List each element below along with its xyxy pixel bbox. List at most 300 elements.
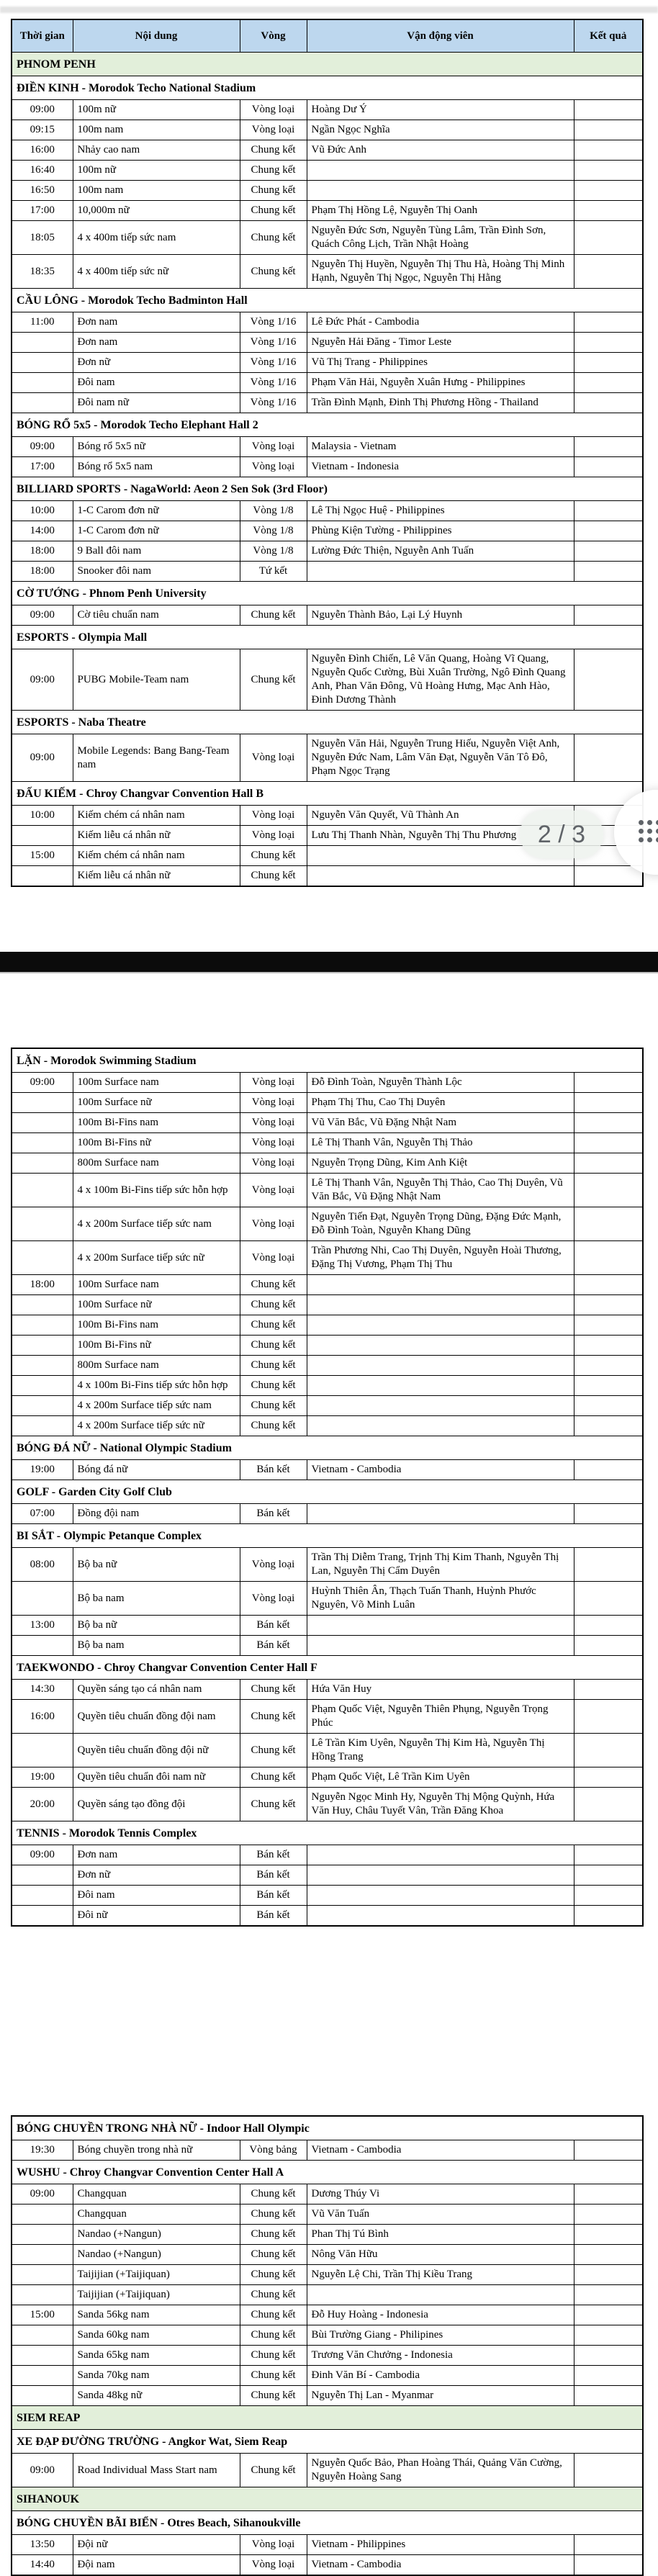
- table-row: [12, 1504, 643, 1524]
- cell-round: Vòng loại: [240, 1153, 307, 1174]
- cell-result: [574, 120, 643, 140]
- cell-event: 10,000m nữ: [73, 201, 240, 221]
- cell-result: [574, 1416, 643, 1436]
- cell-time: [12, 1093, 73, 1113]
- cell-event: Bóng rổ 5x5 nam: [73, 457, 240, 477]
- cell-event: Sanda 60kg nam: [73, 2325, 240, 2346]
- schedule-table-page-3: [11, 2115, 644, 2576]
- cell-result: [574, 1073, 643, 1093]
- cell-result: [574, 562, 643, 582]
- cell-time: [12, 1295, 73, 1315]
- cell-round: Vòng loại: [240, 1241, 307, 1275]
- cell-time: 09:00: [12, 1845, 73, 1865]
- cell-time: 18:00: [12, 1275, 73, 1295]
- cell-time: 19:30: [12, 2140, 73, 2161]
- cell-round: Chung kết: [240, 2386, 307, 2406]
- cell-athletes: Nguyễn Đình Chiến, Lê Văn Quang, Hoàng Vĩ Quang, Nguyễn Quốc Cường, Bùi Xuân Trường, Ngô Đình Quang Anh, Phan Văn Đông, Vũ Hoàng Hưng, Mạc Anh Hào, Đinh Dương Thành: [307, 649, 574, 711]
- cell-result: [574, 161, 643, 181]
- cell-round: Chung kết: [240, 1356, 307, 1376]
- cell-round: Chung kết: [240, 2325, 307, 2346]
- venue-header-row: [12, 477, 643, 501]
- table-row: [12, 255, 643, 289]
- cell-athletes: [307, 1416, 574, 1436]
- table-row: [12, 521, 643, 541]
- table-row: [12, 2454, 643, 2487]
- cell-round: Vòng loại: [240, 2555, 307, 2576]
- venue-header-label: ĐẤU KIẾM - Chroy Changvar Convention Hall B: [12, 782, 643, 806]
- cell-athletes: Trần Đình Mạnh, Đinh Thị Phương Hồng - Thailand: [307, 393, 574, 413]
- cell-result: [574, 2305, 643, 2325]
- cell-round: Chung kết: [240, 846, 307, 866]
- table-row: [12, 140, 643, 161]
- venue-header-row: [12, 1821, 643, 1845]
- cell-time: [12, 373, 73, 393]
- table-row: [12, 1845, 643, 1865]
- cell-athletes: [307, 1396, 574, 1416]
- cell-athletes: Vietnam - Cambodia: [307, 1460, 574, 1480]
- page-indicator-label: 2 / 3: [537, 820, 586, 848]
- cell-event: 100m Bi-Fins nam: [73, 1113, 240, 1133]
- cell-event: Quyền tiêu chuẩn đôi nam nữ: [73, 1767, 240, 1788]
- cell-round: Vòng loại: [240, 1073, 307, 1093]
- cell-time: 15:00: [12, 846, 73, 866]
- cell-event: 100m Surface nữ: [73, 1093, 240, 1113]
- cell-athletes: Lê Thị Thanh Vân, Nguyễn Thị Thảo, Cao Thị Duyên, Vũ Văn Bắc, Vũ Đặng Nhật Nam: [307, 1174, 574, 1207]
- cell-result: [574, 1093, 643, 1113]
- cell-time: 09:00: [12, 734, 73, 782]
- cell-time: 17:00: [12, 457, 73, 477]
- cell-athletes: [307, 1376, 574, 1396]
- cell-result: [574, 1845, 643, 1865]
- table-row: [12, 1680, 643, 1700]
- cell-result: [574, 866, 643, 887]
- cell-result: [574, 1241, 643, 1275]
- cell-round: Chung kết: [240, 1336, 307, 1356]
- cell-round: Chung kết: [240, 1416, 307, 1436]
- venue-header-label: BÓNG RỔ 5x5 - Morodok Techo Elephant Hall 2: [12, 413, 643, 437]
- table-row: [12, 1207, 643, 1241]
- city-header-row: [12, 2406, 643, 2430]
- cell-round: Chung kết: [240, 181, 307, 201]
- cell-time: 09:00: [12, 437, 73, 457]
- venue-header-row: [12, 1480, 643, 1504]
- cell-event: 4 x 400m tiếp sức nữ: [73, 255, 240, 289]
- cell-time: 19:00: [12, 1460, 73, 1480]
- cell-event: Đơn nam: [73, 333, 240, 353]
- cell-time: 18:35: [12, 255, 73, 289]
- cell-result: [574, 1275, 643, 1295]
- cell-result: [574, 501, 643, 521]
- cell-athletes: [307, 562, 574, 582]
- cell-athletes: [307, 1295, 574, 1315]
- cell-event: 800m Surface nam: [73, 1153, 240, 1174]
- cell-time: [12, 1241, 73, 1275]
- table-row: [12, 1460, 643, 1480]
- cell-time: 16:00: [12, 140, 73, 161]
- cell-result: [574, 541, 643, 562]
- table-row: [12, 1734, 643, 1767]
- cell-athletes: Trần Phương Nhi, Cao Thị Duyên, Nguyễn Hoài Thương, Đặng Thị Vương, Phạm Thị Thu: [307, 1241, 574, 1275]
- cell-result: [574, 1548, 643, 1582]
- city-header-label: SIEM REAP: [12, 2406, 643, 2430]
- cell-result: [574, 1133, 643, 1153]
- table-row: [12, 1133, 643, 1153]
- cell-time: 14:40: [12, 2555, 73, 2576]
- cell-athletes: [307, 1336, 574, 1356]
- cell-athletes: [307, 181, 574, 201]
- cell-time: [12, 333, 73, 353]
- cell-round: Chung kết: [240, 605, 307, 626]
- cell-round: Chung kết: [240, 1767, 307, 1788]
- cell-result: [574, 353, 643, 373]
- venue-header-row: [12, 76, 643, 100]
- table-row: [12, 373, 643, 393]
- cell-round: Chung kết: [240, 2265, 307, 2285]
- cell-result: [574, 1396, 643, 1416]
- cell-event: 4 x 200m Surface tiếp sức nữ: [73, 1241, 240, 1275]
- cell-result: [574, 2205, 643, 2225]
- table-row: [12, 353, 643, 373]
- cell-result: [574, 2245, 643, 2265]
- cell-event: 4 x 100m Bi-Fins tiếp sức hỗn hợp: [73, 1376, 240, 1396]
- venue-header-row: [12, 711, 643, 734]
- venue-header-label: CỜ TƯỚNG - Phnom Penh University: [12, 582, 643, 605]
- page-indicator-pill: [520, 811, 603, 858]
- cell-round: Bán kết: [240, 1616, 307, 1636]
- cell-time: [12, 1582, 73, 1616]
- cell-result: [574, 1616, 643, 1636]
- cell-round: Vòng loại: [240, 2535, 307, 2555]
- cell-event: Kiếm chém cá nhân nam: [73, 806, 240, 826]
- venue-header-label: CẦU LÔNG - Morodok Techo Badminton Hall: [12, 289, 643, 312]
- cell-event: 100m nữ: [73, 100, 240, 120]
- table-row: [12, 457, 643, 477]
- cell-result: [574, 333, 643, 353]
- cell-athletes: Nguyễn Thị Lan - Myanmar: [307, 2386, 574, 2406]
- column-header-result: Kết quả: [574, 19, 643, 53]
- venue-header-row: [12, 1048, 643, 1073]
- cell-round: Chung kết: [240, 1734, 307, 1767]
- venue-header-row: [12, 2161, 643, 2184]
- column-header-time: Thời gian: [12, 19, 73, 53]
- cell-round: Chung kết: [240, 2184, 307, 2205]
- cell-athletes: Huỳnh Thiên Ân, Thạch Tuấn Thanh, Huỳnh Phước Nguyên, Võ Minh Luân: [307, 1582, 574, 1616]
- table-row: [12, 1093, 643, 1113]
- cell-event: Đôi nam: [73, 1886, 240, 1906]
- cell-event: 100m Surface nam: [73, 1073, 240, 1093]
- cell-round: Vòng 1/16: [240, 393, 307, 413]
- cell-event: 4 x 200m Surface tiếp sức nữ: [73, 1416, 240, 1436]
- table-row: [12, 541, 643, 562]
- cell-round: Bán kết: [240, 1504, 307, 1524]
- cell-round: Chung kết: [240, 1275, 307, 1295]
- cell-event: Bóng đá nữ: [73, 1460, 240, 1480]
- table-row: [12, 1700, 643, 1734]
- city-header-row: [12, 53, 643, 76]
- cell-result: [574, 1315, 643, 1336]
- cell-time: [12, 2205, 73, 2225]
- cell-event: Đôi nam: [73, 373, 240, 393]
- table-row: [12, 120, 643, 140]
- cell-round: Bán kết: [240, 1845, 307, 1865]
- table-row: [12, 1767, 643, 1788]
- cell-result: [574, 1700, 643, 1734]
- cell-time: 09:00: [12, 100, 73, 120]
- table-row: [12, 100, 643, 120]
- cell-athletes: [307, 1636, 574, 1656]
- venue-header-row: [12, 2511, 643, 2535]
- schedule-table-page-1: [11, 19, 644, 887]
- venue-header-label: BÓNG CHUYỀN BÃI BIỂN - Otres Beach, Sihanoukville: [12, 2511, 643, 2535]
- top-edge-shadow: [0, 6, 658, 13]
- venue-header-label: BI SẮT - Olympic Petanque Complex: [12, 1524, 643, 1548]
- cell-time: [12, 1396, 73, 1416]
- cell-athletes: Lê Thị Ngọc Huệ - Philippines: [307, 501, 574, 521]
- table-row: [12, 1113, 643, 1133]
- cell-athletes: Trương Văn Chưởng - Indonesia: [307, 2346, 574, 2366]
- city-header-label: PHNOM PENH: [12, 53, 643, 76]
- table-row: [12, 562, 643, 582]
- cell-time: [12, 1153, 73, 1174]
- grid-dots-icon: [639, 820, 658, 844]
- cell-athletes: [307, 1906, 574, 1927]
- table-row: [12, 2184, 643, 2205]
- cell-time: 09:00: [12, 1073, 73, 1093]
- table-row: [12, 866, 643, 887]
- cell-round: Vòng loại: [240, 437, 307, 457]
- cell-time: [12, 1734, 73, 1767]
- table-row: [12, 2386, 643, 2406]
- table-row: [12, 501, 643, 521]
- cell-result: [574, 649, 643, 711]
- cell-result: [574, 2555, 643, 2576]
- cell-athletes: Phạm Thị Thu, Cao Thị Duyên: [307, 1093, 574, 1113]
- cell-result: [574, 2386, 643, 2406]
- cell-round: Chung kết: [240, 2205, 307, 2225]
- cell-round: Vòng loại: [240, 1133, 307, 1153]
- venue-header-row: [12, 1656, 643, 1680]
- cell-time: 14:30: [12, 1680, 73, 1700]
- cell-round: Tứ kết: [240, 562, 307, 582]
- venue-header-label: GOLF - Garden City Golf Club: [12, 1480, 643, 1504]
- cell-athletes: Hứa Văn Huy: [307, 1680, 574, 1700]
- cell-time: [12, 2325, 73, 2346]
- cell-athletes: Vietnam - Cambodia: [307, 2140, 574, 2161]
- table-row: [12, 312, 643, 333]
- cell-time: [12, 1174, 73, 1207]
- cell-round: Vòng loại: [240, 100, 307, 120]
- column-header-row: [12, 19, 643, 53]
- cell-result: [574, 2265, 643, 2285]
- cell-result: [574, 2225, 643, 2245]
- cell-event: 1-C Carom đơn nữ: [73, 501, 240, 521]
- cell-athletes: [307, 1504, 574, 1524]
- cell-athletes: [307, 1616, 574, 1636]
- cell-event: Sanda 65kg nam: [73, 2346, 240, 2366]
- table-row: [12, 333, 643, 353]
- cell-time: 16:50: [12, 181, 73, 201]
- cell-time: [12, 1113, 73, 1133]
- cell-result: [574, 1906, 643, 1927]
- cell-athletes: Vietnam - Indonesia: [307, 457, 574, 477]
- cell-athletes: Vũ Văn Tuấn: [307, 2205, 574, 2225]
- cell-athletes: Phạm Quốc Việt, Lê Trần Kim Uyên: [307, 1767, 574, 1788]
- table-row: [12, 2366, 643, 2386]
- cell-athletes: Đinh Văn Bí - Cambodia: [307, 2366, 574, 2386]
- cell-athletes: Vũ Văn Bắc, Vũ Đặng Nhật Nam: [307, 1113, 574, 1133]
- venue-header-label: BÓNG ĐÁ NỮ - National Olympic Stadium: [12, 1436, 643, 1460]
- cell-round: Vòng loại: [240, 1582, 307, 1616]
- cell-time: 18:00: [12, 562, 73, 582]
- table-row: [12, 2325, 643, 2346]
- cell-event: Nhảy cao nam: [73, 140, 240, 161]
- table-row: [12, 1616, 643, 1636]
- cell-time: 10:00: [12, 806, 73, 826]
- cell-round: Chung kết: [240, 649, 307, 711]
- cell-result: [574, 734, 643, 782]
- cell-event: Đồng đội nam: [73, 1504, 240, 1524]
- cell-athletes: [307, 1886, 574, 1906]
- cell-event: Nandao (+Nangun): [73, 2245, 240, 2265]
- cell-round: Chung kết: [240, 2366, 307, 2386]
- table-row: [12, 605, 643, 626]
- cell-result: [574, 1174, 643, 1207]
- venue-header-row: [12, 1524, 643, 1548]
- cell-result: [574, 2454, 643, 2487]
- cell-result: [574, 1788, 643, 1821]
- table-row: [12, 2555, 643, 2576]
- cell-round: Chung kết: [240, 2305, 307, 2325]
- table-row: [12, 1174, 643, 1207]
- cell-event: Taijijian (+Taijiquan): [73, 2285, 240, 2305]
- cell-round: Bán kết: [240, 1636, 307, 1656]
- cell-result: [574, 2184, 643, 2205]
- cell-time: 09:00: [12, 2184, 73, 2205]
- cell-event: 4 x 100m Bi-Fins tiếp sức hỗn hợp: [73, 1174, 240, 1207]
- cell-event: Sanda 56kg nam: [73, 2305, 240, 2325]
- cell-event: Quyền sáng tạo đồng đội: [73, 1788, 240, 1821]
- venue-header-row: [12, 289, 643, 312]
- cell-time: [12, 2366, 73, 2386]
- cell-event: Bộ ba nam: [73, 1636, 240, 1656]
- cell-result: [574, 1636, 643, 1656]
- venue-header-label: ESPORTS - Naba Theatre: [12, 711, 643, 734]
- table-row: [12, 1636, 643, 1656]
- cell-event: 100m Surface nam: [73, 1275, 240, 1295]
- cell-round: Chung kết: [240, 140, 307, 161]
- table-row: [12, 649, 643, 711]
- cell-athletes: Nguyễn Trọng Dũng, Kim Anh Kiệt: [307, 1153, 574, 1174]
- cell-time: [12, 1207, 73, 1241]
- cell-event: Kiếm liễu cá nhân nữ: [73, 866, 240, 887]
- cell-time: 17:00: [12, 201, 73, 221]
- table-row: [12, 1376, 643, 1396]
- cell-result: [574, 100, 643, 120]
- cell-result: [574, 140, 643, 161]
- table-row: [12, 2535, 643, 2555]
- cell-athletes: [307, 1845, 574, 1865]
- cell-athletes: Vietnam - Cambodia: [307, 2555, 574, 2576]
- cell-event: Bộ ba nam: [73, 1582, 240, 1616]
- cell-athletes: [307, 1315, 574, 1336]
- table-row: [12, 161, 643, 181]
- cell-athletes: Lưu Thị Thanh Nhàn, Nguyễn Thị Thu Phương: [307, 826, 574, 846]
- table-row: [12, 181, 643, 201]
- cell-round: Chung kết: [240, 2285, 307, 2305]
- cell-round: Chung kết: [240, 1295, 307, 1315]
- cell-event: 100m nam: [73, 181, 240, 201]
- cell-athletes: Lê Thị Thanh Vân, Nguyễn Thị Thảo: [307, 1133, 574, 1153]
- cell-event: 4 x 200m Surface tiếp sức nam: [73, 1207, 240, 1241]
- table-row: [12, 1336, 643, 1356]
- cell-event: Đơn nam: [73, 1845, 240, 1865]
- cell-event: Quyền tiêu chuẩn đồng đội nam: [73, 1700, 240, 1734]
- table-row: [12, 201, 643, 221]
- column-header-athletes: Vận động viên: [307, 19, 574, 53]
- cell-result: [574, 201, 643, 221]
- city-header-label: SIHANOUK: [12, 2487, 643, 2511]
- cell-time: 13:00: [12, 1616, 73, 1636]
- cell-time: [12, 2265, 73, 2285]
- cell-event: Sanda 48kg nữ: [73, 2386, 240, 2406]
- column-header-round: Vòng: [240, 19, 307, 53]
- cell-athletes: Lường Đức Thiện, Nguyễn Anh Tuấn: [307, 541, 574, 562]
- table-row: [12, 2285, 643, 2305]
- cell-event: 100m nữ: [73, 161, 240, 181]
- cell-time: [12, 1336, 73, 1356]
- cell-result: [574, 1767, 643, 1788]
- cell-athletes: Phan Thị Tú Bình: [307, 2225, 574, 2245]
- cell-athletes: [307, 1356, 574, 1376]
- cell-round: Bán kết: [240, 1906, 307, 1927]
- cell-time: [12, 1133, 73, 1153]
- table-row: [12, 1788, 643, 1821]
- schedule-table-page-2: [11, 1048, 644, 1927]
- cell-round: Chung kết: [240, 1315, 307, 1336]
- cell-athletes: Đỗ Đình Toàn, Nguyễn Thành Lộc: [307, 1073, 574, 1093]
- table-row: [12, 1396, 643, 1416]
- cell-athletes: Vũ Đức Anh: [307, 140, 574, 161]
- venue-header-row: [12, 782, 643, 806]
- cell-round: Chung kết: [240, 1396, 307, 1416]
- cell-athletes: [307, 1275, 574, 1295]
- cell-athletes: Vietnam - Philippines: [307, 2535, 574, 2555]
- cell-result: [574, 1460, 643, 1480]
- cell-result: [574, 2366, 643, 2386]
- cell-time: [12, 2285, 73, 2305]
- cell-result: [574, 1207, 643, 1241]
- cell-result: [574, 373, 643, 393]
- cell-time: [12, 2346, 73, 2366]
- table-row: [12, 1582, 643, 1616]
- cell-event: 4 x 200m Surface tiếp sức nam: [73, 1396, 240, 1416]
- cell-event: Changquan: [73, 2184, 240, 2205]
- cell-time: [12, 1886, 73, 1906]
- venue-header-label: TAEKWONDO - Chroy Changvar Convention Center Hall F: [12, 1656, 643, 1680]
- cell-result: [574, 437, 643, 457]
- cell-time: 09:00: [12, 2454, 73, 2487]
- cell-athletes: Bùi Trường Giang - Philipines: [307, 2325, 574, 2346]
- venue-header-label: TENNIS - Morodok Tennis Complex: [12, 1821, 643, 1845]
- cell-result: [574, 2346, 643, 2366]
- cell-round: Chung kết: [240, 2346, 307, 2366]
- cell-round: Vòng loại: [240, 1174, 307, 1207]
- cell-athletes: Nguyễn Văn Quyết, Vũ Thành An: [307, 806, 574, 826]
- cell-event: 4 x 400m tiếp sức nam: [73, 221, 240, 255]
- cell-event: Sanda 70kg nam: [73, 2366, 240, 2386]
- column-header-event: Nội dung: [73, 19, 240, 53]
- cell-round: Chung kết: [240, 2225, 307, 2245]
